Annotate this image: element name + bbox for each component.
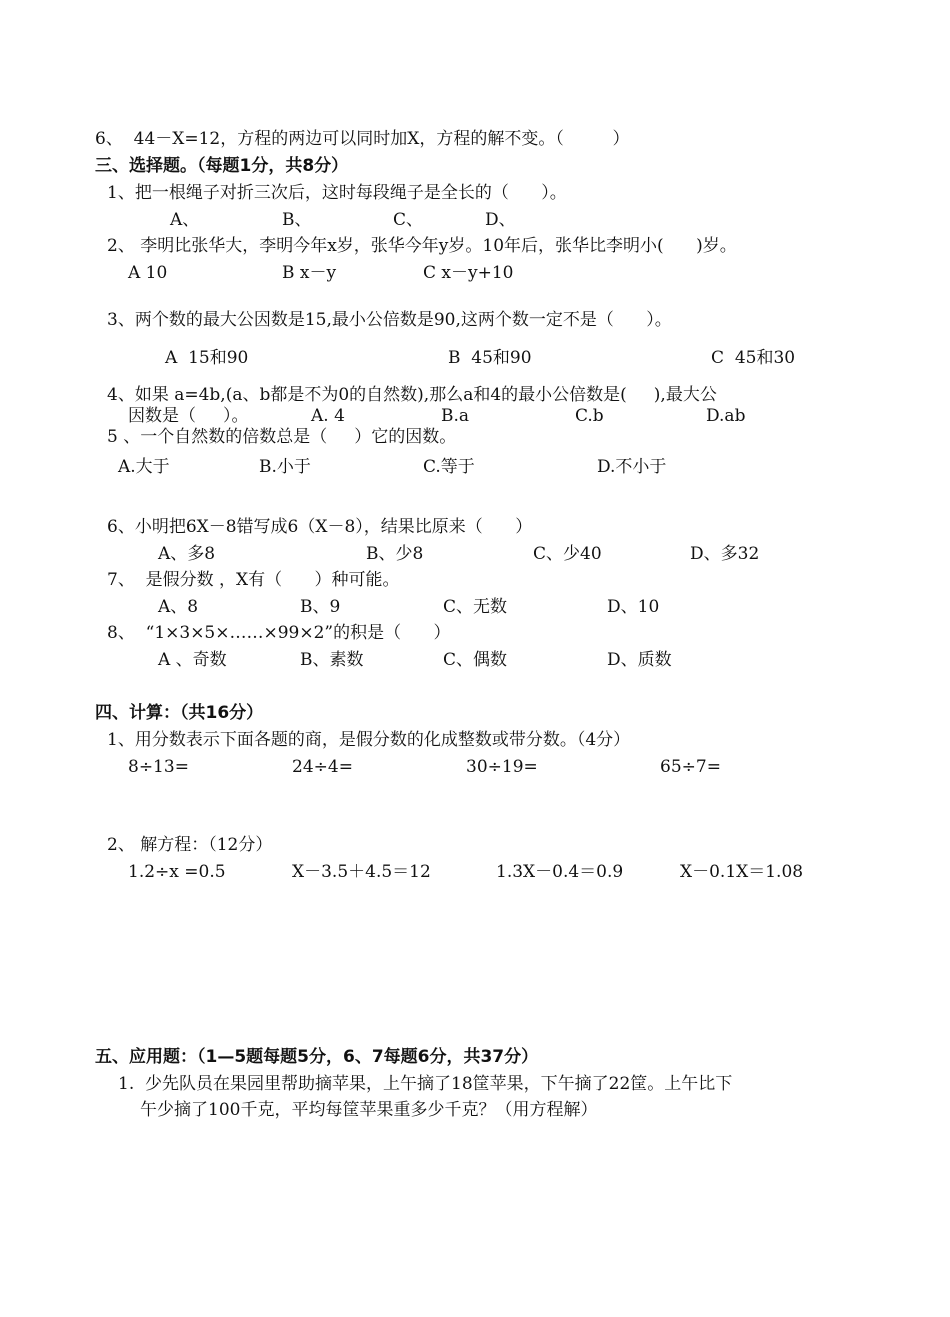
q7-option-a: A、8 <box>158 597 199 617</box>
q1-option-d: D、 <box>485 210 516 230</box>
application-question-1-cont: 午少摘了100千克，平均每筐苹果重多少千克？（用方程解） <box>140 1100 598 1120</box>
q8-option-b: B、素数 <box>300 650 364 670</box>
calc-problem-2: 2、 解方程：（12分） <box>107 835 273 855</box>
section-heading-calculation: 四、计算：（共16分） <box>95 703 264 723</box>
choice-question-8: 8、 “1×3×5×……×99×2”的积是（ ） <box>107 623 451 643</box>
q8-option-d: D、质数 <box>607 650 672 670</box>
judge-question-6: 6、 44－X=12，方程的两边可以同时加X，方程的解不变。（ ） <box>95 129 630 149</box>
q6-option-b: B、少8 <box>366 544 424 564</box>
division-item: 30÷19= <box>466 757 538 777</box>
q4-option-b: B.a <box>441 406 470 426</box>
q6-option-c: C、少40 <box>533 544 602 564</box>
q5-option-b: B.小于 <box>259 457 311 477</box>
q3-option-a: A 15和90 <box>165 348 249 368</box>
q8-option-a: A 、奇数 <box>158 650 227 670</box>
q2-option-b: B x－y <box>282 263 337 283</box>
choice-question-5: 5 、一个自然数的倍数总是（ ）它的因数。 <box>107 427 457 447</box>
q1-option-a: A、 <box>170 210 200 230</box>
q6-option-a: A、多8 <box>158 544 216 564</box>
q1-option-c: C、 <box>393 210 424 230</box>
q6-option-d: D、多32 <box>690 544 760 564</box>
choice-question-1: 1、把一根绳子对折三次后，这时每段绳子是全长的（ ）。 <box>107 183 567 203</box>
q5-option-a: A.大于 <box>118 457 170 477</box>
division-item: 24÷4= <box>292 757 353 777</box>
q5-option-d: D.不小于 <box>597 457 667 477</box>
q2-option-c: C x－y+10 <box>423 263 514 283</box>
choice-question-7: 7、 是假分数 ，X有（ ）种可能。 <box>107 570 400 590</box>
equation-item: 1.3X－0.4＝0.9 <box>496 862 624 882</box>
q8-option-c: C、偶数 <box>443 650 508 670</box>
q1-option-b: B、 <box>282 210 312 230</box>
choice-question-2: 2、 李明比张华大，李明今年x岁，张华今年y岁。10年后，张华比李明小( )岁。 <box>107 236 737 256</box>
q4-option-d: D.ab <box>706 406 746 426</box>
q7-option-c: C、无数 <box>443 597 508 617</box>
choice-question-6: 6、小明把6X－8错写成6（X－8），结果比原来（ ） <box>107 517 533 537</box>
q5-option-c: C.等于 <box>423 457 475 477</box>
section-heading-choice: 三、选择题。（每题1分，共8分） <box>95 156 349 176</box>
q2-option-a: A 10 <box>128 263 168 283</box>
division-item: 8÷13= <box>128 757 189 777</box>
calc-problem-1: 1、用分数表示下面各题的商，是假分数的化成整数或带分数。（4分） <box>107 730 631 750</box>
division-item: 65÷7= <box>660 757 721 777</box>
choice-question-3: 3、两个数的最大公因数是15,最小公倍数是90,这两个数一定不是（ ）。 <box>107 310 672 330</box>
choice-question-4: 4、如果 a=4b,(a、b都是不为0的自然数),那么a和4的最小公倍数是( ),最大公 <box>107 385 717 405</box>
q3-option-b: B 45和90 <box>448 348 532 368</box>
q7-option-b: B、9 <box>300 597 341 617</box>
equation-item: X－0.1X＝1.08 <box>680 862 804 882</box>
q7-option-d: D、10 <box>607 597 660 617</box>
choice-question-4-cont: 因数是（ ）。 <box>128 406 249 426</box>
section-heading-application: 五、应用题：（1—5题每题5分，6、7每题6分，共37分） <box>95 1047 539 1067</box>
equation-item: 1.2÷x =0.5 <box>128 862 226 882</box>
q3-option-c: C 45和30 <box>711 348 796 368</box>
equation-item: X－3.5＋4.5＝12 <box>292 862 431 882</box>
q4-option-a: A. 4 <box>311 406 345 426</box>
q4-option-c: C.b <box>575 406 604 426</box>
application-question-1: 1. 少先队员在果园里帮助摘苹果，上午摘了18筐苹果，下午摘了22筐。上午比下 <box>118 1074 733 1094</box>
